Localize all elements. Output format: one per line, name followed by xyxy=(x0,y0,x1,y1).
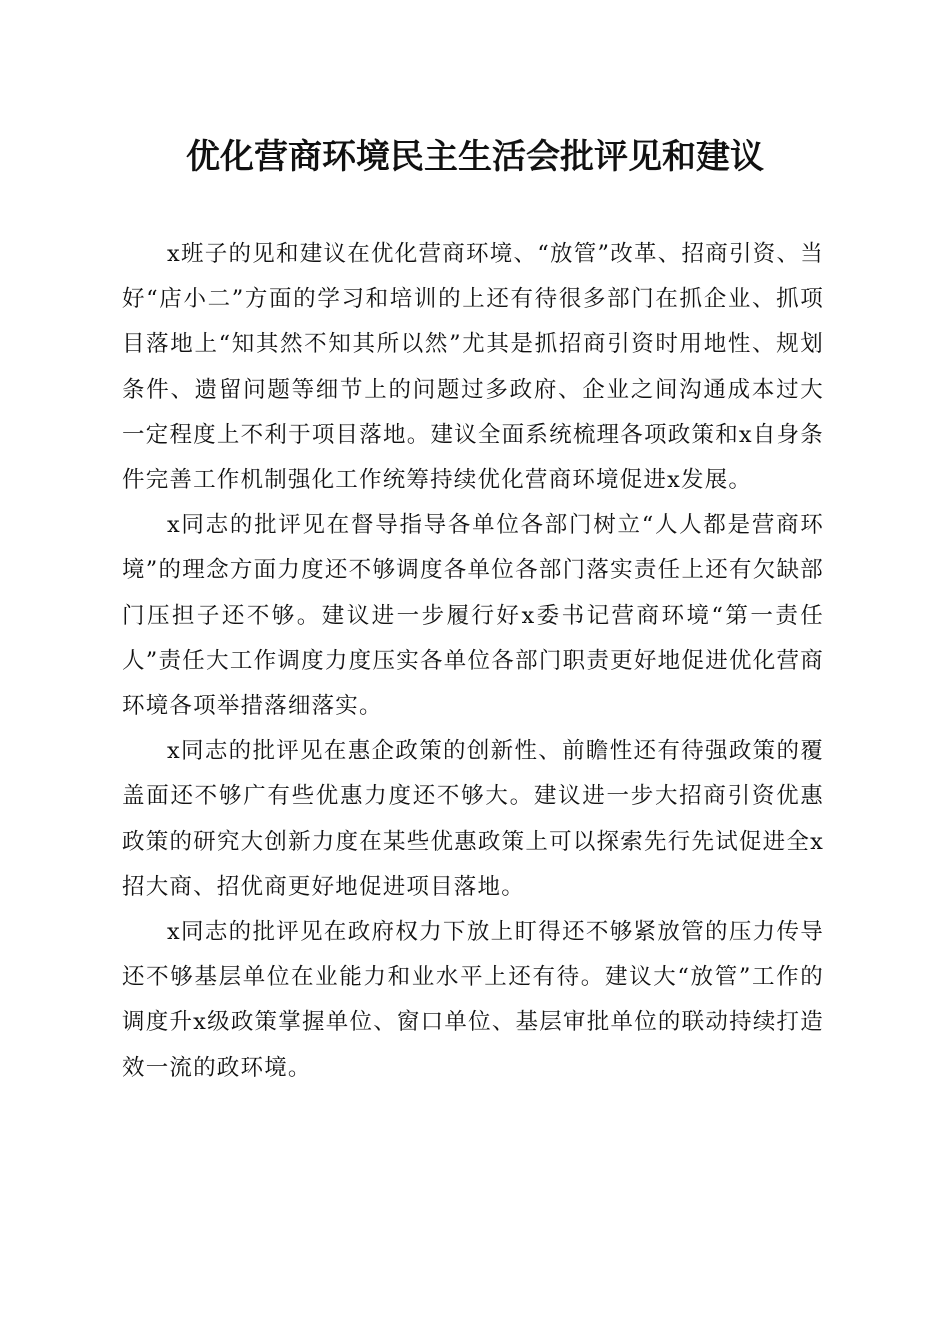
paragraph-1: x班子的见和建议在优化营商环境、“放管”改革、招商引资、当好“店小二”方面的学习和培训的上还有待很多部门在抓企业、抓项目落地上“知其然不知其所以然”尤其是抓招商引资时用地性、规划条件、遗留问题等细节上的问题过多政府、企业之间沟通成本过大一定程度上不利于项目落地。建议全面系统梳理各项政策和x自身条件完善工作机制强化工作统筹持续优化营商环境促进x发展。 xyxy=(122,241,824,494)
paragraph-2: x同志的批评见在督导指导各单位各部门树立“人人都是营商环境”的理念方面力度还不够调度各单位各部门落实责任上还有欠缺部门压担子还不够。建议进一步履行好x委书记营商环境“第一责任人”责任大工作调度力度压实各单位各部门职责更好地促进优化营商环境各项举措落细落实。 xyxy=(122,512,824,720)
paragraph-3: x同志的批评见在惠企政策的创新性、前瞻性还有待强政策的覆盖面还不够广有些优惠力度还不够大。建议进一步大招商引资优惠政策的研究大创新力度在某些优惠政策上可以探索先行先试促进全x招大商、招优商更好地促进项目落地。 xyxy=(122,738,824,900)
document-body xyxy=(122,232,824,1091)
paragraph-4: x同志的批评见在政府权力下放上盯得还不够紧放管的压力传导还不够基层单位在业能力和业水平上还有待。建议大“放管”工作的调度升x级政策掌握单位、窗口单位、基层审批单位的联动持续打造效一流的政环境。 xyxy=(122,919,824,1081)
document-title: 优化营商环境民主生活会批评见和建议 xyxy=(186,137,764,177)
